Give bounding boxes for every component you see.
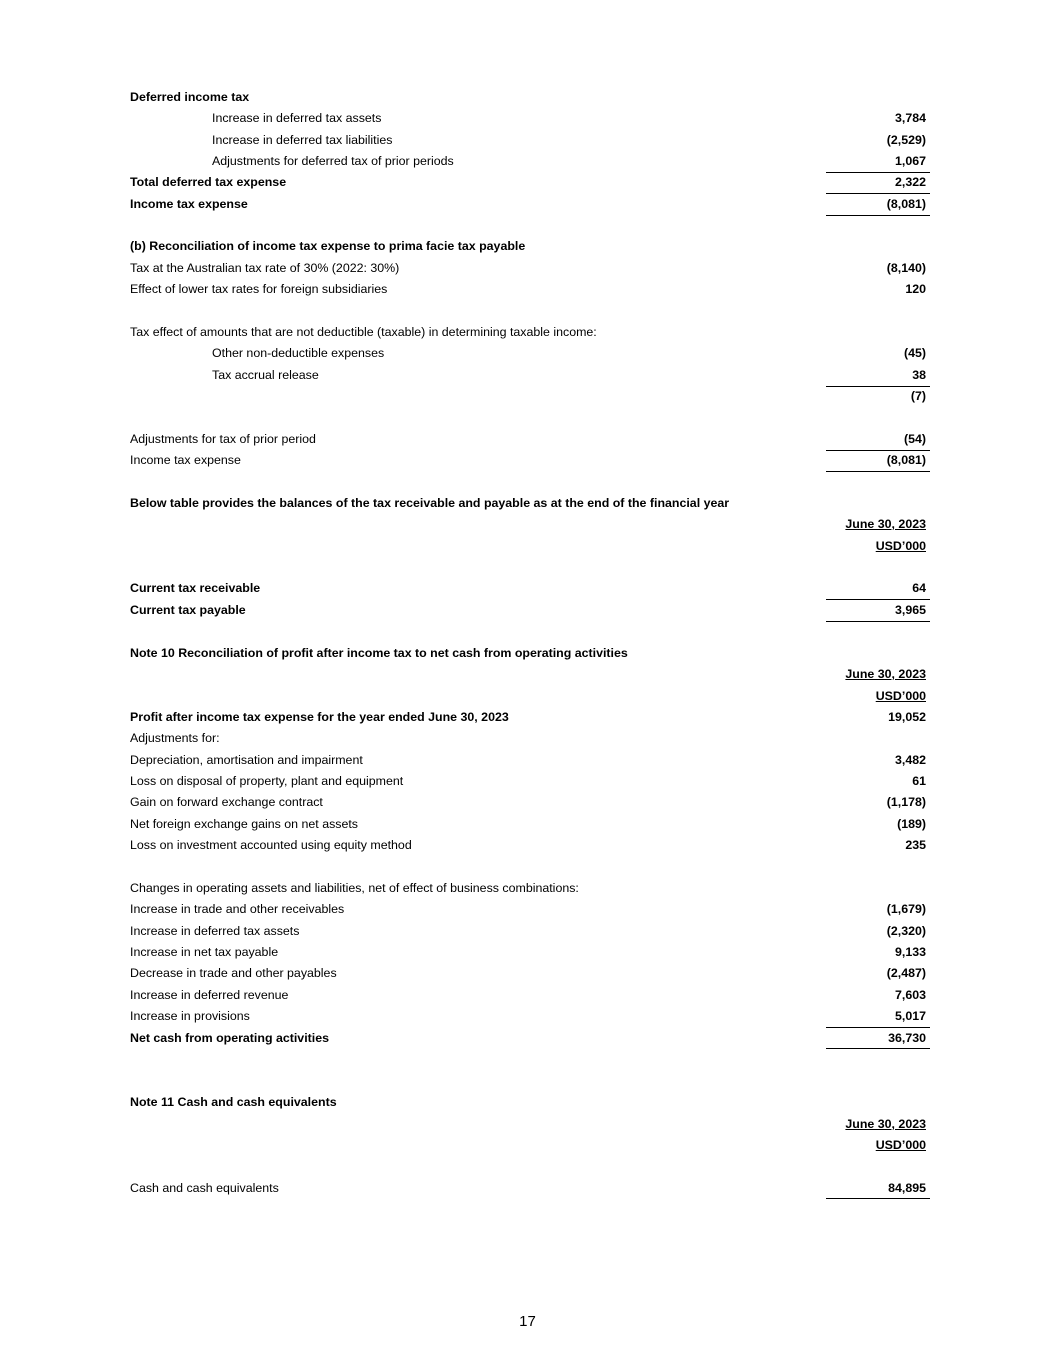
column-unit-header: USD’000 (875, 689, 926, 703)
deferred-adj-prior-row (130, 151, 930, 172)
row-label: Net cash from operating activities (130, 1031, 329, 1045)
gain-forward-row (130, 792, 930, 813)
row-label: Loss on disposal of property, plant and equipment (130, 774, 404, 788)
deferred-revenue-row (130, 985, 930, 1006)
row-label: Increase in provisions (130, 1009, 250, 1023)
row-value: (2,529) (886, 133, 926, 147)
column-date-header: June 30, 2023 (845, 1117, 926, 1131)
row-label: Loss on investment accounted using equity method (130, 838, 412, 852)
deferred-inc-liabilities-row (130, 130, 930, 151)
changes-heading-row (130, 878, 930, 899)
row-value: 84,895 (888, 1181, 926, 1195)
row-label: Total deferred tax expense (130, 175, 287, 189)
row-label: Adjustments for tax of prior period (130, 432, 316, 446)
row-value: 19,052 (888, 710, 926, 724)
row-value: 9,133 (894, 945, 926, 959)
row-value: 64 (912, 581, 926, 595)
profit-row (130, 707, 930, 728)
changes-heading: Changes in operating assets and liabilities, net of effect of business combinations: (130, 881, 579, 895)
adj-prior-row (130, 429, 930, 450)
row-value: (8,081) (886, 453, 926, 467)
recon-income-tax-row (130, 450, 930, 471)
row-value: 5,017 (894, 1009, 926, 1023)
row-label: Adjustments for deferred tax of prior periods (212, 154, 454, 168)
row-value: 38 (912, 368, 926, 382)
row-value: 3,965 (894, 603, 926, 617)
column-unit-header: USD’000 (875, 539, 926, 553)
row-label: Increase in deferred revenue (130, 988, 289, 1002)
row-value: (1,178) (886, 795, 926, 809)
page-number: 17 (519, 1313, 536, 1330)
row-value: (8,081) (886, 197, 926, 211)
divider (826, 621, 930, 622)
deferred-total-row (130, 172, 930, 193)
provisions-row (130, 1006, 930, 1027)
loss-disposal-row (130, 771, 930, 792)
tax-receivable-row (130, 578, 930, 599)
divider (826, 215, 930, 216)
tax-effect-heading-row (130, 322, 930, 343)
row-label: Increase in deferred tax assets (130, 924, 300, 938)
trade-payables-row (130, 963, 930, 984)
deferred-tax-assets-row (130, 921, 930, 942)
net-cash-row (130, 1028, 930, 1049)
row-value: (2,320) (886, 924, 926, 938)
note10-heading-row (130, 643, 930, 664)
other-nondeductible-row (130, 343, 930, 364)
row-value: 2,322 (894, 175, 926, 189)
tax-effect-heading: Tax effect of amounts that are not deductible (taxable) in determining taxable income: (130, 325, 597, 339)
row-label: Increase in deferred tax assets (212, 111, 382, 125)
row-label: Current tax receivable (130, 581, 261, 595)
divider (826, 1048, 930, 1049)
trade-receivables-row (130, 899, 930, 920)
note10-heading: Note 10 Reconciliation of profit after income tax to net cash from operating activities (130, 646, 628, 660)
row-label: Cash and cash equivalents (130, 1181, 279, 1195)
row-label: Effect of lower tax rates for foreign subsidiaries (130, 282, 388, 296)
row-value: (2,487) (886, 966, 926, 980)
deferred-heading-row (130, 87, 930, 108)
reconciliation-heading-row (130, 236, 930, 257)
note11-heading: Note 11 Cash and cash equivalents (130, 1095, 337, 1109)
row-label: Tax accrual release (212, 368, 319, 382)
row-label: Gain on forward exchange contract (130, 795, 323, 809)
column-unit-header: USD’000 (875, 1138, 926, 1152)
balances-heading-row (130, 493, 930, 514)
row-value: 3,784 (894, 111, 926, 125)
depreciation-row (130, 750, 930, 771)
tax-payable-row (130, 600, 930, 621)
row-label: Other non-deductible expenses (212, 346, 385, 360)
row-value: (189) (897, 817, 926, 831)
row-label: Income tax expense (130, 453, 241, 467)
adjustments-for-row (130, 728, 930, 749)
row-label: Tax at the Australian tax rate of 30% (2022: 30%) (130, 261, 400, 275)
row-label: Depreciation, amortisation and impairment (130, 753, 363, 767)
deferred-inc-assets-row (130, 108, 930, 129)
row-value: (1,679) (886, 902, 926, 916)
cash-row (130, 1178, 930, 1199)
row-value: 1,067 (894, 154, 926, 168)
column-date-header: June 30, 2023 (845, 667, 926, 681)
tax-at-rate-row (130, 258, 930, 279)
row-value: (54) (903, 432, 926, 446)
row-value: 36,730 (888, 1031, 926, 1045)
row-label: Current tax payable (130, 603, 246, 617)
row-value: (45) (903, 346, 926, 360)
deferred-income-tax-row (130, 194, 930, 215)
row-value: 120 (905, 282, 926, 296)
adjustments-for-label: Adjustments for: (130, 731, 220, 745)
divider (826, 1198, 930, 1199)
net-tax-payable-row (130, 942, 930, 963)
row-value: (8,140) (886, 261, 926, 275)
subtotal-value: (7) (910, 389, 926, 403)
lower-rates-row (130, 279, 930, 300)
accrual-release-row (130, 365, 930, 386)
row-label: Increase in trade and other receivables (130, 902, 345, 916)
loss-equity-row (130, 835, 930, 856)
subtotal-row (130, 386, 930, 407)
reconciliation-heading: (b) Reconciliation of income tax expense to prima facie tax payable (130, 239, 526, 253)
note11-heading-row (130, 1092, 930, 1113)
row-label: Net foreign exchange gains on net assets (130, 817, 358, 831)
deferred-heading: Deferred income tax (130, 90, 250, 104)
row-value: 61 (912, 774, 926, 788)
row-value: 3,482 (894, 753, 926, 767)
balances-heading: Below table provides the balances of the tax receivable and payable as at the end of the financial year (130, 496, 730, 510)
row-value: 7,603 (894, 988, 926, 1002)
row-label: Increase in deferred tax liabilities (212, 133, 393, 147)
row-value: 235 (905, 838, 926, 852)
divider (826, 471, 930, 472)
column-date-header: June 30, 2023 (845, 517, 926, 531)
row-label: Income tax expense (130, 197, 248, 211)
row-label: Increase in net tax payable (130, 945, 279, 959)
row-label: Decrease in trade and other payables (130, 966, 337, 980)
row-label: Profit after income tax expense for the year ended June 30, 2023 (130, 710, 509, 724)
fx-gains-row (130, 814, 930, 835)
